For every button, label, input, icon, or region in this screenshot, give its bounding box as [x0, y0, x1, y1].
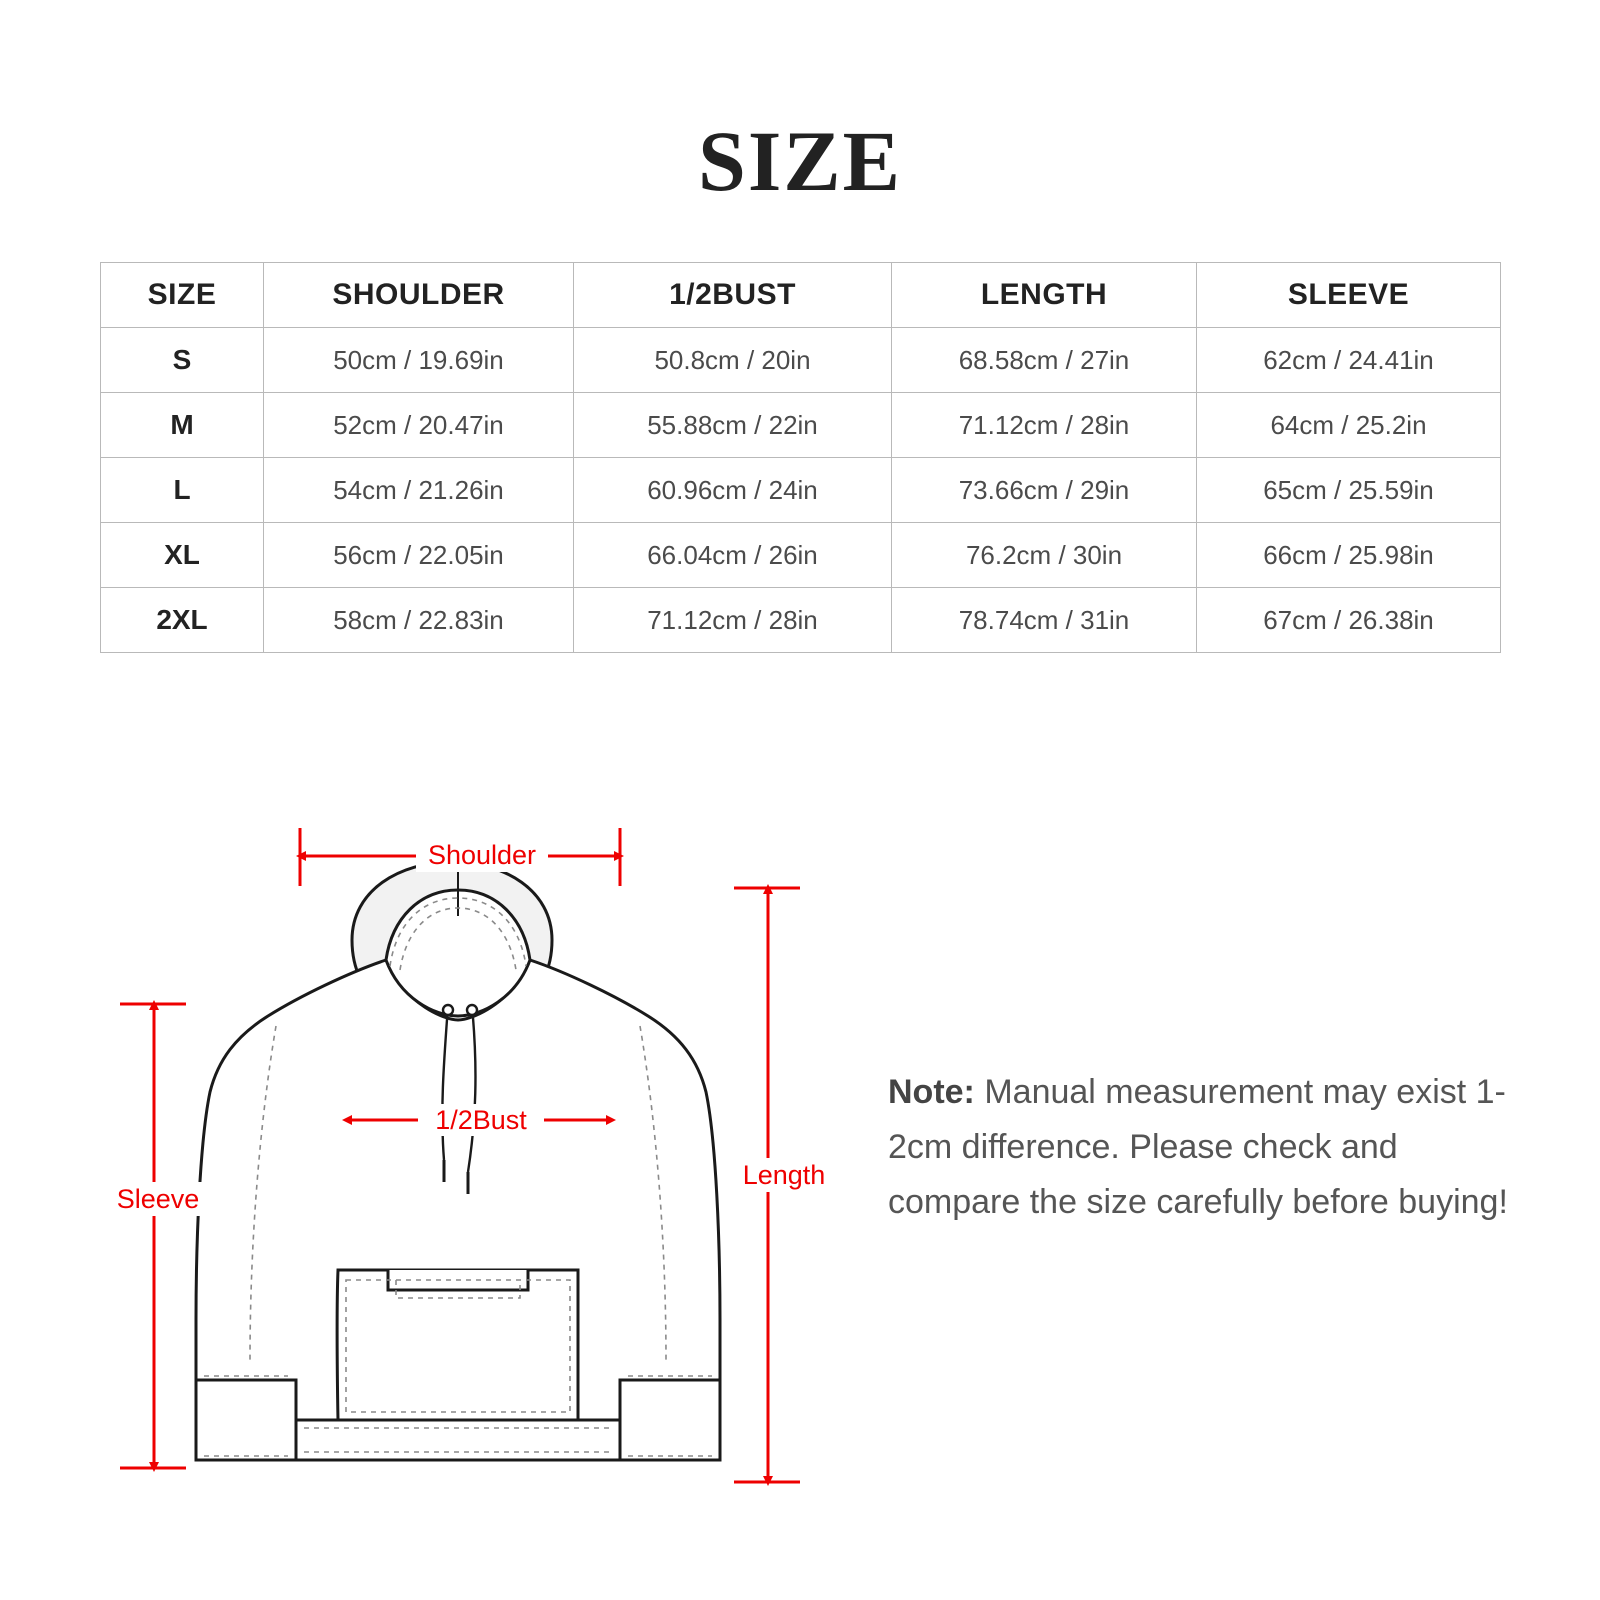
cell-bust: 66.04cm / 26in: [574, 523, 892, 588]
size-table: [100, 262, 1501, 653]
column-header-sleeve: SLEEVE: [1197, 263, 1501, 328]
cell-size: M: [101, 393, 264, 458]
note-text: Manual measurement may exist 1-2cm difference. Please check and compare the size carefully before buying!: [888, 1073, 1508, 1222]
sleeve-measure-arrow: [120, 1004, 186, 1468]
table-header-row: [101, 263, 1501, 328]
cell-bust: 60.96cm / 24in: [574, 458, 892, 523]
column-header-size: SIZE: [101, 263, 264, 328]
column-header-shoulder: SHOULDER: [264, 263, 574, 328]
column-header-bust: 1/2BUST: [574, 263, 892, 328]
cell-size: XL: [101, 523, 264, 588]
cell-shoulder: 52cm / 20.47in: [264, 393, 574, 458]
cell-shoulder: 50cm / 19.69in: [264, 328, 574, 393]
size-table-container: [100, 262, 1500, 653]
measurement-diagram-area: [0, 800, 1600, 1600]
hoodie-outline: [196, 862, 720, 1460]
cell-bust: 50.8cm / 20in: [574, 328, 892, 393]
cell-sleeve: 66cm / 25.98in: [1197, 523, 1501, 588]
note-block: [888, 1065, 1538, 1230]
cell-length: 73.66cm / 29in: [892, 458, 1197, 523]
cell-sleeve: 67cm / 26.38in: [1197, 588, 1501, 653]
page-title: SIZE: [697, 113, 903, 209]
table-row: [101, 523, 1501, 588]
hoodie-illustration: [100, 820, 900, 1580]
cell-bust: 71.12cm / 28in: [574, 588, 892, 653]
cell-length: 78.74cm / 31in: [892, 588, 1197, 653]
cell-length: 68.58cm / 27in: [892, 328, 1197, 393]
cell-sleeve: 64cm / 25.2in: [1197, 393, 1501, 458]
cell-size: 2XL: [101, 588, 264, 653]
cell-sleeve: 62cm / 24.41in: [1197, 328, 1501, 393]
cell-shoulder: 58cm / 22.83in: [264, 588, 574, 653]
table-row: [101, 393, 1501, 458]
table-row: [101, 458, 1501, 523]
bust-label: 1/2Bust: [435, 1105, 527, 1135]
cell-size: L: [101, 458, 264, 523]
sleeve-label: Sleeve: [116, 1184, 200, 1214]
cell-length: 76.2cm / 30in: [892, 523, 1197, 588]
cell-shoulder: 56cm / 22.05in: [264, 523, 574, 588]
table-row: [101, 588, 1501, 653]
cell-size: S: [101, 328, 264, 393]
column-header-length: LENGTH: [892, 263, 1197, 328]
cell-shoulder: 54cm / 21.26in: [264, 458, 574, 523]
cell-length: 71.12cm / 28in: [892, 393, 1197, 458]
cell-sleeve: 65cm / 25.59in: [1197, 458, 1501, 523]
shoulder-label: Shoulder: [427, 840, 537, 870]
cell-bust: 55.88cm / 22in: [574, 393, 892, 458]
note-label: Note:: [888, 1073, 975, 1111]
length-label: Length: [742, 1160, 826, 1190]
table-row: [101, 328, 1501, 393]
